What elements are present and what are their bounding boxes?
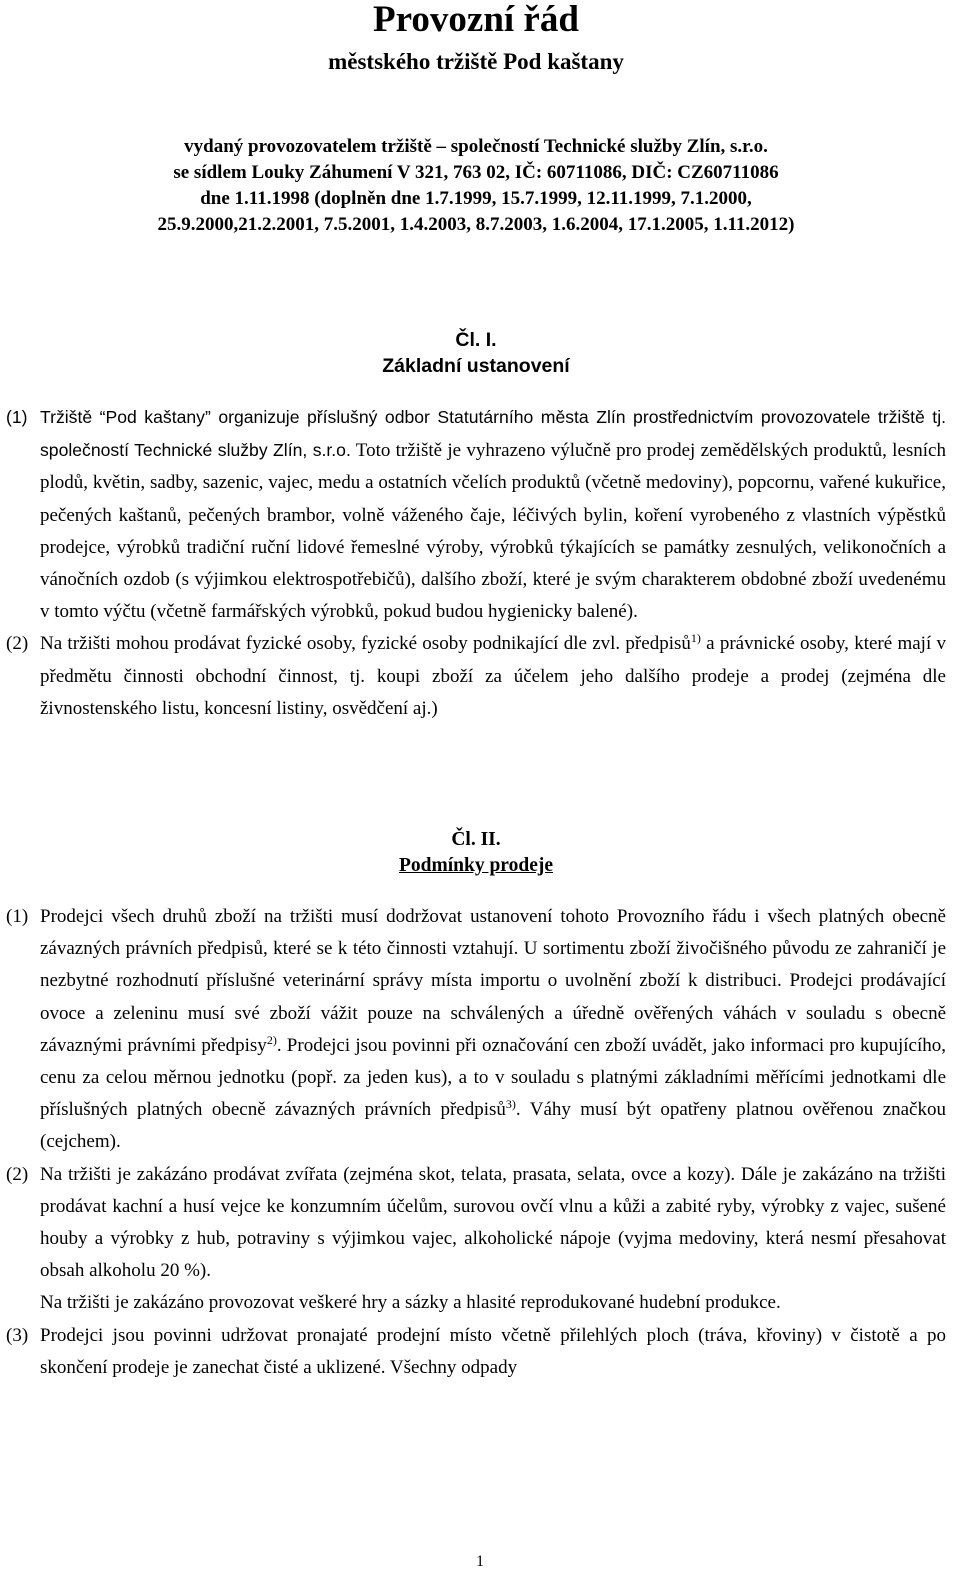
issuer-line: se sídlem Louky Záhumení V 321, 763 02, IČ: 60711086, DIČ: CZ60711086 bbox=[173, 162, 779, 183]
footnote-ref: 1) bbox=[690, 631, 701, 646]
chapter-1-body bbox=[6, 401, 946, 725]
issuer-block bbox=[6, 134, 946, 238]
page-number: 1 bbox=[476, 1553, 484, 1570]
chapter-1-number: Čl. I. bbox=[455, 329, 497, 351]
chapter-2-paragraph-1 bbox=[6, 901, 946, 1159]
issuer-line: vydaný provozovatelem tržiště – společností Technické služby Zlín, s.r.o. bbox=[184, 136, 768, 157]
paragraph-number: (2) bbox=[6, 633, 29, 655]
chapter-2-paragraph-3 bbox=[6, 1320, 946, 1384]
paragraph-number: (1) bbox=[6, 407, 28, 427]
chapter-2-number: Čl. II. bbox=[451, 829, 501, 851]
chapter-2-title: Podmínky prodeje bbox=[398, 855, 554, 877]
document-subtitle: městského tržiště Pod kaštany bbox=[328, 49, 624, 74]
document-title: Provozní řád bbox=[373, 0, 579, 40]
paragraph-text: . Váhy musí být opatřeny platnou ověřenou značkou (cejchem). bbox=[40, 1099, 946, 1153]
paragraph-text: Prodejci všech druhů zboží na tržišti musí dodržovat ustanovení tohoto Provozního řádu i všech platných obecně závazných právních předpisů, které se k této činnosti vztahují. U sortimentu zboží živočišného původu ze zahraničí je nezbytné rozhodnutí příslušné veterinární správy místa importu o uvolnění zboží k distribuci. Prodejci prodávající ovoce a zeleninu musí své zboží vážit pouze na schválených a úředně ověřených váhách v souladu s obecně závaznými právními předpisy bbox=[40, 906, 946, 1056]
chapter-2-heading bbox=[6, 827, 946, 879]
footnote-ref: 2) bbox=[266, 1032, 277, 1047]
chapter-2-body bbox=[6, 901, 946, 1384]
paragraph-number: (2) bbox=[6, 1163, 29, 1185]
chapter-1-paragraph-2 bbox=[6, 628, 946, 725]
issuer-line: 25.9.2000,21.2.2001, 7.5.2001, 1.4.2003, 8.7.2003, 1.6.2004, 17.1.2005, 1.11.2012) bbox=[157, 214, 795, 235]
footnote-ref: 3) bbox=[505, 1097, 516, 1112]
chapter-1-paragraph-1 bbox=[6, 401, 946, 628]
paragraph-text: . Prodejci jsou povinni při označování cen zboží uvádět, jako informaci pro kupujícího, cenu za celou měrnou jednotku (popř. za jeden kus), a to v souladu s platnými základními měřícími jednotkami dle příslušných platných obecně závazných právních předpisů bbox=[40, 1034, 946, 1121]
paragraph-text: Prodejci jsou povinni udržovat pronajaté prodejní místo včetně přilehlých ploch (tráva, křoviny) v čistotě a po skončení prodeje je zanechat čisté a uklizené. Všechny odpady bbox=[40, 1324, 946, 1378]
paragraph-text: a právnické osoby, které mají v předmětu činnosti obchodní činnost, tj. koupi zboží za účelem jeho dalšího prodeje a prodej (zejména dle živnostenského listu, koncesní listiny, osvědčení aj.) bbox=[40, 633, 946, 719]
issuer-line: dne 1.11.1998 (doplněn dne 1.7.1999, 15.7.1999, 12.11.1999, 7.1.2000, bbox=[200, 188, 752, 209]
chapter-1-heading bbox=[6, 327, 946, 379]
paragraph-text: Na tržišti je zakázáno provozovat veškeré hry a sázky a hlasité reprodukované hudební produkce. bbox=[40, 1292, 781, 1314]
paragraph-number: (3) bbox=[6, 1324, 29, 1346]
paragraph-text: Toto tržiště je vyhrazeno výlučně pro prodej zemědělských produktů, lesních plodů, květin, sadby, sazenic, vajec, medu a ostatních včelích produktů (včetně medoviny), popcornu, vařené kukuřice, pečených kaštanů, pečených brambor, volně váženého čaje, léčivých bylin, koření vyrobeného z vlastních výpěstků prodejce, výrobků tradiční ruční lidové řemeslné výroby, výrobků týkajících se památky zesnulých, velikonočních a vánočních ozdob (s výjimkou elektrospotřebičů), dalšího zboží, které je svým charakterem obdobné zboží uvedenému v tomto výčtu (včetně farmářských výrobků, pokud budou hygienicky balené). bbox=[40, 440, 946, 623]
paragraph-text: Na tržišti je zakázáno prodávat zvířata (zejména skot, telata, prasata, selata, ovce a kozy). Dále je zakázáno na tržišti prodávat kachní a husí vejce ke konzumním účelům, surovou ovčí vlnu a kůži a zabité ryby, výrobky z vajec, sušené houby a výrobky z hub, potraviny s výjimkou vajec, alkoholické nápoje (vyjma medoviny, která nesmí přesahovat obsah alkoholu 20 %). bbox=[40, 1163, 946, 1282]
paragraph-number: (1) bbox=[6, 906, 29, 928]
chapter-1-title: Základní ustanovení bbox=[382, 355, 570, 377]
paragraph-text: Na tržišti mohou prodávat fyzické osoby, fyzické osoby podnikající dle zvl. předpisů bbox=[40, 633, 691, 655]
paragraph-text-sans: Tržiště “Pod kaštany” organizuje příslušný odbor Statutárního města Zlín prostřednictvím provozovatele tržiště tj. společností Technické služby Zlín, s.r.o. bbox=[40, 407, 946, 461]
chapter-2-paragraph-2 bbox=[6, 1159, 946, 1320]
